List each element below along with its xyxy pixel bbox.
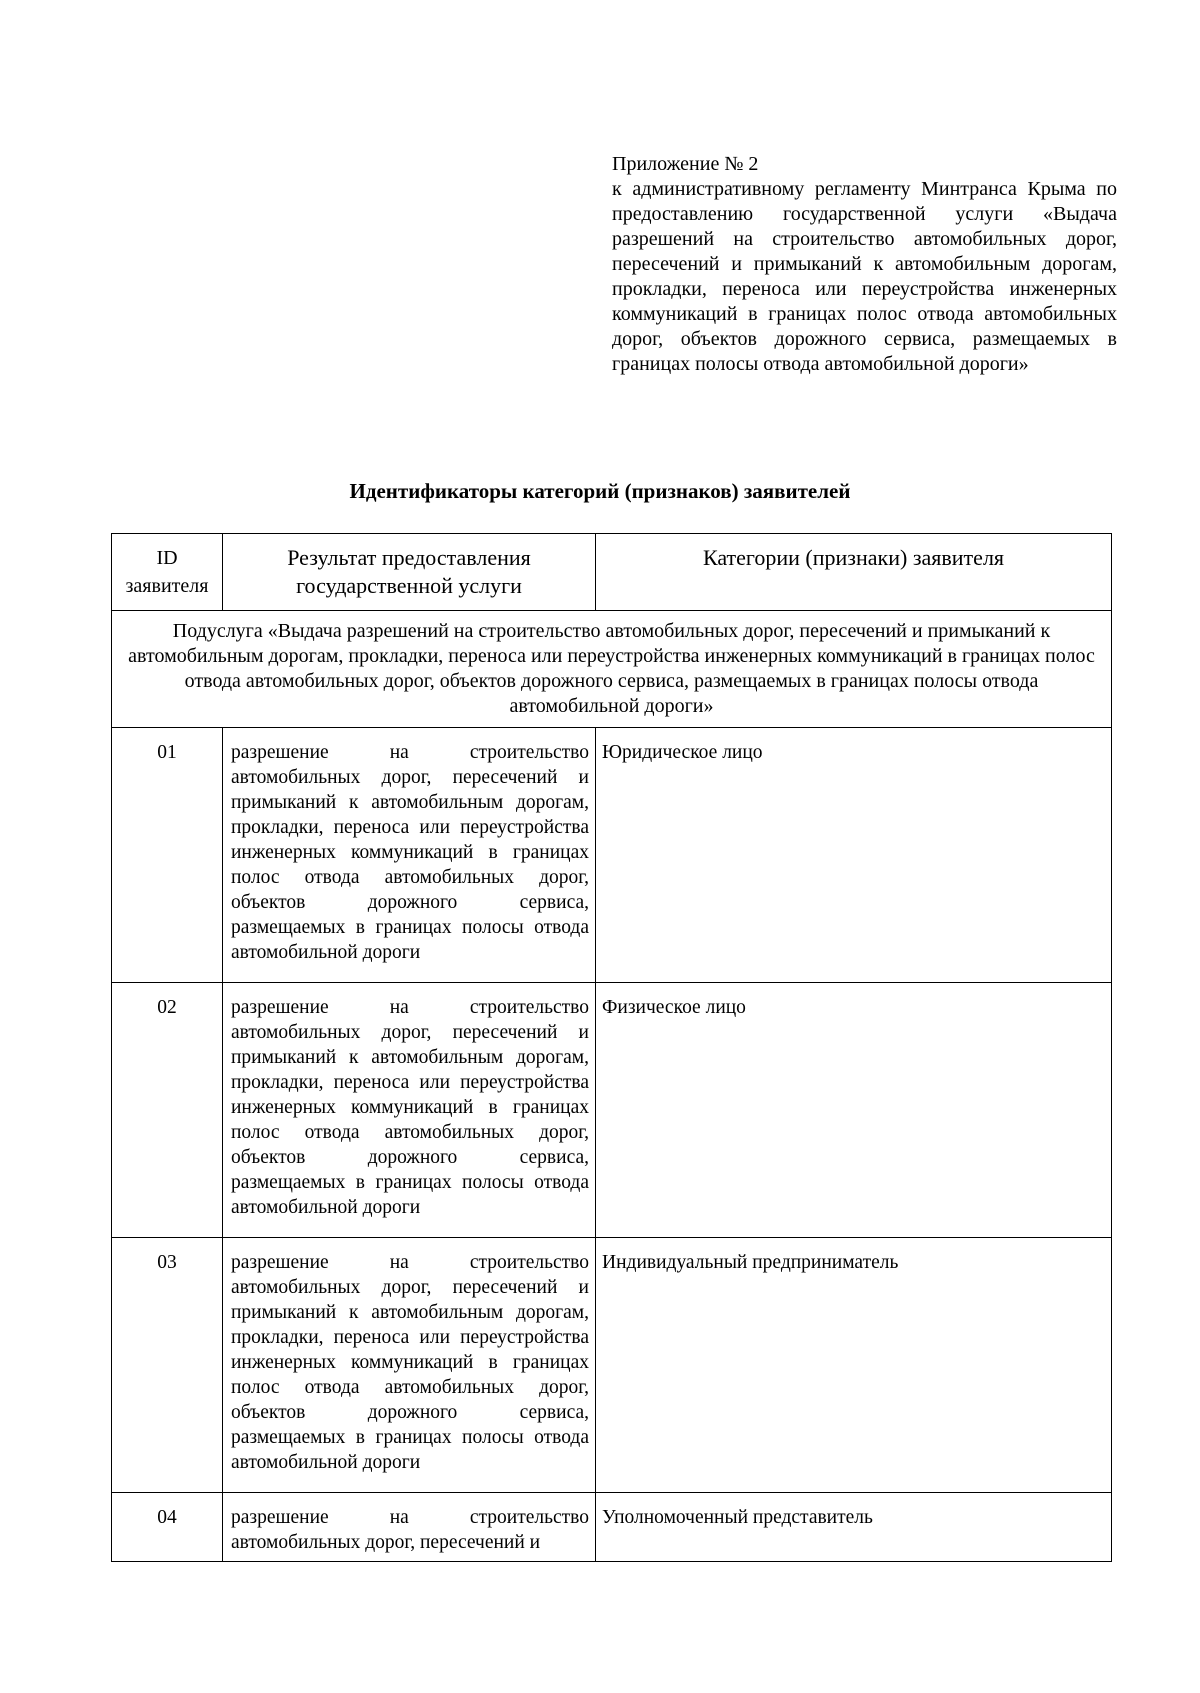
table-row [112,1493,1112,1562]
table-row [112,1238,1112,1493]
table-row [112,983,1112,1238]
result-cell: разрешение на строительство автомобильных дорог, пересечений и примыканий к автомобильным дорогам, прокладки, переноса или переустройства инженерных коммуникаций в границах полос отвода автомобильных дорог, объектов дорожного сервиса, размещаемых в границах полосы отвода автомобильной дороги [223,728,596,983]
result-cell: разрешение на строительство автомобильных дорог, пересечений и примыканий к автомобильным дорогам, прокладки, переноса или переустройства инженерных коммуникаций в границах полос отвода автомобильных дорог, объектов дорожного сервиса, размещаемых в границах полосы отвода автомобильной дороги [223,983,596,1238]
category-cell: Юридическое лицо [596,728,1112,983]
result-cell: разрешение на строительство автомобильных дорог, пересечений и примыканий к автомобильным дорогам, прокладки, переноса или переустройства инженерных коммуникаций в границах полос отвода автомобильных дорог, объектов дорожного сервиса, размещаемых в границах полосы отвода автомобильной дороги [223,1238,596,1493]
document-title: Идентификаторы категорий (признаков) заявителей [349,479,851,503]
result-cell-text: разрешение на строительство автомобильных дорог, пересечений и [231,1507,589,1553]
table-header-row [112,534,1112,611]
applicant-id-cell: 02 [112,983,223,1238]
appendix-heading: Приложение № 2 [612,153,759,175]
category-cell: Физическое лицо [596,983,1112,1238]
appendix-text: к административному регламенту Минтранса Крыма по предоставлению государственной услуги «Выдача разрешений на строительство автомобильных дорог, пересечений и примыканий к автомобильным дорогам, прокладки, переноса или переустройства инженерных коммуникаций в границах полос отвода автомобильных дорог, объектов дорожного сервиса, размещаемых в границах полосы отвода автомобильной дороги» [612,178,1117,375]
applicant-id-cell: 04 [112,1493,223,1562]
column-header-id [112,534,223,611]
subservice-row [112,611,1112,728]
appendix-block [612,152,1117,377]
column-header-id-line2: заявителя [125,575,209,597]
result-cell [223,1493,596,1562]
column-header-result-line1: Результат предоставления [287,545,531,570]
category-cell: Уполномоченный представитель [596,1493,1112,1562]
category-cell: Индивидуальный предприниматель [596,1238,1112,1493]
column-header-id-line1: ID [156,547,178,569]
applicant-id-cell: 01 [112,728,223,983]
applicant-id-table [111,533,1112,1562]
column-header-result [223,534,596,611]
column-header-category: Категории (признаки) заявителя [596,534,1112,611]
applicant-id-cell: 03 [112,1238,223,1493]
column-header-result-line2: государственной услуги [296,573,522,598]
subservice-cell: Подуслуга «Выдача разрешений на строительство автомобильных дорог, пересечений и примыканий к автомобильным дорогам, прокладки, переноса или переустройства инженерных коммуникаций в границах полос отвода автомобильных дорог, объектов дорожного сервиса, размещаемых в границах полосы отвода автомобильной дороги» [112,611,1112,728]
table-row [112,728,1112,983]
